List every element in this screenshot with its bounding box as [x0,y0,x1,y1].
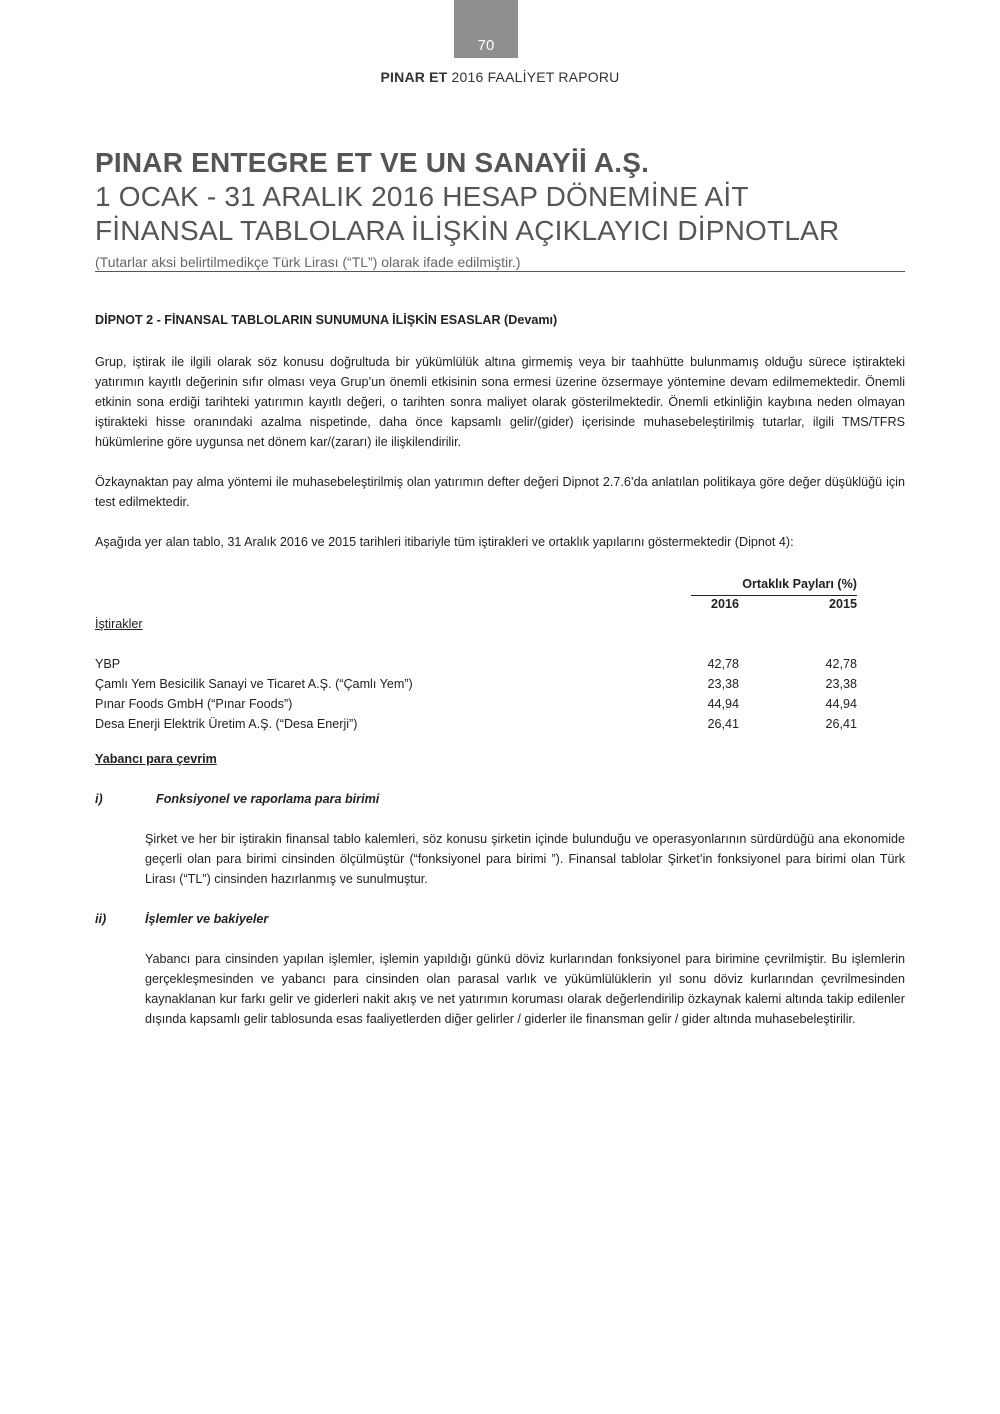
row-name: YBP [95,657,121,671]
period-title: 1 OCAK - 31 ARALIK 2016 HESAP DÖNEMİNE AİT [95,181,749,212]
row-value-2015: 44,94 [825,697,857,711]
table-row [95,694,857,714]
table-col-2016: 2016 [710,597,739,611]
table-col-2015: 2015 [828,597,857,611]
item-1-heading [95,789,905,809]
table-group-header: Ortaklık Payları (%) [691,574,857,596]
table-row [95,674,857,694]
table-row [95,714,857,734]
row-value-2016: 26,41 [707,717,739,731]
running-header [380,69,620,85]
table-label: İştirakler [95,617,143,631]
item-2-text: Yabancı para cinsinden yapılan işlemler, işlemin yapıldığı günkü döviz kurlarından fonksiyonel para birimine çevrilmiştir. Bu işlemlerin gerçekleşmesinden ve yabancı para cinsinden olan parasal varlık ve yükümlülüklerin yıl sonu döviz kurlarından çevrilmesinden kaynaklanan kur farkı gelir ve giderleri nakit akış ve net yatırımın koruması olarak değerlendirilip özkaynak kalemi altında takip edilenler dışında kapsamlı gelir tablosunda esas faaliyetlerden diğer gelirler / giderler ile finansman gelir / gider altında muhasebeleştirilir. [145,952,905,1026]
paragraph-3: Aşağıda yer alan tablo, 31 Aralık 2016 ve 2015 tarihleri itibariyle tüm iştirakleri ve ortaklık yapılarını göstermektedir (Dipnot 4): [95,535,794,549]
main-content [95,310,905,1029]
item-2-heading [95,909,905,929]
table-row [95,654,857,674]
paragraph-2: Özkaynaktan pay alma yöntemi ile muhasebeleştirilmiş olan yatırımın defter değeri Dipnot 2.7.6’da anlatılan politikaya göre değer düşüklüğü için test edilmektedir. [95,475,905,509]
table-rows [95,654,857,734]
row-value-2016: 44,94 [707,697,739,711]
row-value-2016: 23,38 [707,677,739,691]
page-number: 70 [477,37,495,54]
currency-note: (Tutarlar aksi belirtilmedikçe Türk Lirası (“TL”) olarak ifade edilmiştir.) [95,254,905,272]
item-1-title: Fonksiyonel ve raporlama para birimi [156,792,380,806]
company-title: PINAR ENTEGRE ET VE UN SANAYİİ A.Ş. [95,147,650,178]
section-title: DİPNOT 2 - FİNANSAL TABLOLARIN SUNUMUNA İLİŞKİN ESASLAR (Devamı) [95,313,558,327]
brand-name: PINAR ET [380,69,448,85]
page-number-tab [454,0,518,58]
row-value-2015: 26,41 [825,717,857,731]
report-name: 2016 FAALİYET RAPORU [451,69,620,85]
foreign-currency-title: Yabancı para çevrim [95,752,217,766]
row-value-2016: 42,78 [707,657,739,671]
row-value-2015: 23,38 [825,677,857,691]
row-value-2015: 42,78 [825,657,857,671]
item-2-title: İşlemler ve bakiyeler [145,912,269,926]
associates-table [95,574,905,749]
row-name: Desa Enerji Elektrik Üretim A.Ş. (“Desa Enerji”) [95,717,358,731]
item-1-number: i) [95,792,103,806]
item-2-number: ii) [95,912,107,926]
statement-title: FİNANSAL TABLOLARA İLİŞKİN AÇIKLAYICI DİPNOTLAR [95,215,840,246]
row-name: Çamlı Yem Besicilik Sanayi ve Ticaret A.Ş. (“Çamlı Yem”) [95,677,413,691]
row-name: Pınar Foods GmbH (“Pınar Foods”) [95,697,293,711]
paragraph-1: Grup, iştirak ile ilgili olarak söz konusu doğrultuda bir yükümlülük altına girmemiş veya bir taahhütte bulunmamış olduğu sürece iştirakteki yatırımın kayıtlı değerinin sıfır olması veya Grup’un önemli etkisinin sona ermesi üzerine özsermaye yöntemine devam edilmemektedir. Önemli etkinin sona erdiği tarihteki yatırımın kayıtlı değeri, o tarihten sonra maliyet olarak gösterilmektedir. Önemli etkinliğin kaybına neden olmayan iştirakteki hisse oranındaki azalma nispetinde, daha önce kapsamlı gelir/(gider) içerisinde muhasebeleştirilmiş tutarlar, ilgili TMS/TFRS hükümlerine göre uygunsa net dönem kar/(zararı) ile ilişkilendirilir. [95,355,905,449]
title-block [95,146,905,272]
item-1-text: Şirket ve her bir iştirakin finansal tablo kalemleri, söz konusu şirketin içinde bulunduğu ve operasyonlarının sürdürdüğü ana ekonomide geçerli olan para birimi cinsinden ölçülmüştür (“fonksiyonel para birimi ”). Finansal tablolar Şirket’in fonksiyonel para birimi olan Türk Lirası (“TL”) cinsinden hazırlanmış ve sunulmuştur. [145,832,905,886]
